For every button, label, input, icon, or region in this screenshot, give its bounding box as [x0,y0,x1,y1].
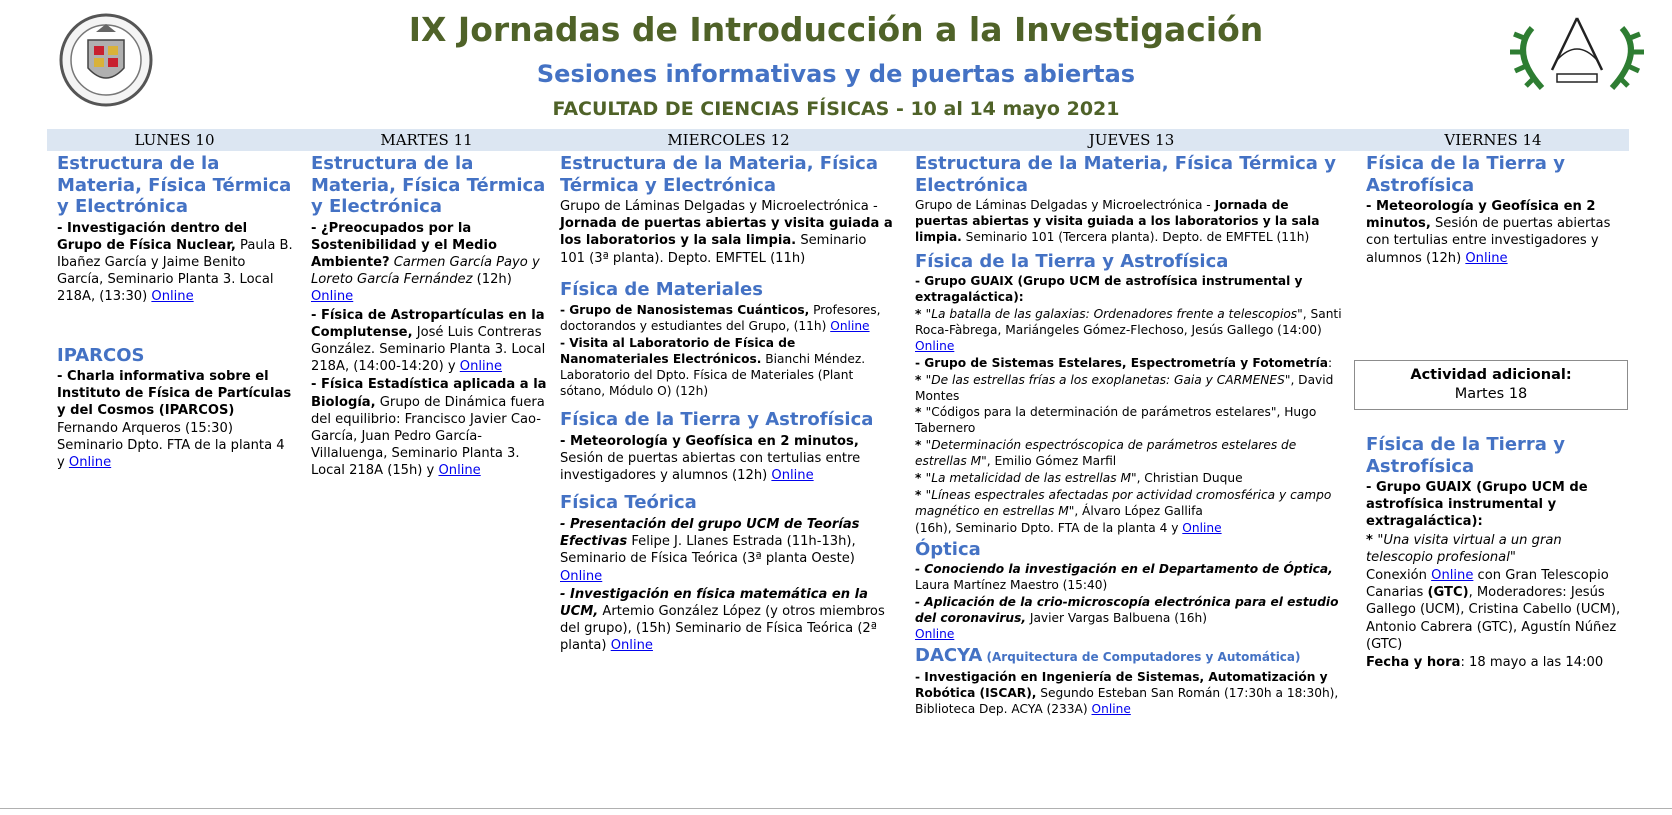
faculty-dates: FACULTAD DE CIENCIAS FÍSICAS - 10 al 14 mayo 2021 [552,98,1120,120]
online-link[interactable]: Online [1091,702,1131,717]
section-title: Física Teórica [560,492,697,514]
event-item: - Meteorología y Geofísica en 2 minutos, Sesión de puertas abiertas con tertulias entre investigadores y alumnos (12h) Online [1366,199,1611,266]
section-title: Física de la Tierra y Astrofísica [560,409,874,431]
online-link[interactable]: Online [151,289,194,305]
online-link[interactable]: Online [311,289,354,305]
event-item: - Visita al Laboratorio de Física de Nanomateriales Electrónicos. Bianchi Méndez. Laboratorio del Dpto. Física de Materiales (Plant sótano, Módulo O) (12h) [560,336,866,399]
day-header-friday: VIERNES 14 [1444,131,1542,149]
section-title: Física de la Tierra y Astrofísica [915,250,1229,272]
section-title: DACYA (Arquitectura de Computadores y Automática) [915,644,1301,666]
event-item: - Investigación en física matemática en la UCM, Artemio González López (y otros miembros del grupo), (15h) Seminario de Física Teórica (2ª planta) Online [560,586,885,654]
online-link[interactable]: Online [560,568,603,584]
event-item: (16h), Seminario Dpto. FTA de la planta 4 y Online [915,520,1222,535]
event-item: - Meteorología y Geofísica en 2 minutos, Sesión de puertas abiertas con tertulias entre investigadores y alumnos (12h) Online [560,433,861,484]
online-link[interactable]: Online [1431,568,1474,584]
online-link[interactable]: Online [68,455,112,471]
section-title: Estructura de la Materia, Física Térmica y Electrónica [57,153,292,217]
section-title: Física de Materiales [560,278,763,300]
day-header-monday: LUNES 10 [134,131,215,149]
event-item: - Aplicación de la crio-microscopía electrónica para el estudio del coronavirus, Javier Vargas Balbuena (16h) Online [915,595,1339,641]
online-link[interactable]: Online [771,468,814,484]
group-item: - Grupo de Sistemas Estelares, Espectrometría y Fotometría: [915,355,1333,370]
event-date: Fecha y hora: 18 mayo a las 14:00 [1366,655,1604,671]
column-thursday [915,151,1343,719]
group-item: - Grupo GUAIX (Grupo UCM de astrofísica instrumental y extragaláctica): [915,274,1303,305]
footer-divider [0,808,1672,809]
day-header-tuesday: MARTES 11 [380,131,473,149]
online-link[interactable]: Online [610,638,653,654]
column-friday [1366,151,1622,268]
talk-item: * "De las estrellas frías a los exoplanetas: Gaia y CARMENES", David Montes [915,372,1334,403]
section-title: Estructura de la Materia, Física Térmica y Electrónica [311,153,546,217]
talk-item: * "Líneas espectrales afectadas por actividad cromosférica y campo magnético en estrellas M", Álvaro López Gallifa [915,488,1332,518]
talk-item: * "Una visita virtual a un gran telescopio profesional" [1366,532,1562,565]
additional-activity-box [1354,360,1628,410]
column-wednesday [560,151,894,656]
additional-activity-title: Actividad adicional: [1410,367,1572,383]
event-item: Grupo de Láminas Delgadas y Microelectrónica - Jornada de puertas abiertas y visita guiada a los laboratorios y la sala limpia. Seminario 101 (Tercera planta). Depto. de EMFTEL (11h) [915,198,1320,244]
event-item: - Física de Astropartículas en la Complutense, José Luis Contreras González. Seminario Planta 3. Local 218A, (14:00-14:20) y Online [311,307,546,375]
talk-item: * "La batalla de las galaxias: Ordenadores frente a telescopios", Santi Roca-Fàbrega, Mariángeles Gómez-Flechoso, Jesús Gallego (14:00) Online [915,307,1342,353]
talk-item: * "Códigos para la determinación de parámetros estelares", Hugo Tabernero [915,405,1317,436]
online-link[interactable]: Online [1182,520,1222,535]
group-item: - Grupo GUAIX (Grupo UCM de astrofísica instrumental y extragaláctica): [1366,480,1588,530]
column-friday-additional [1366,432,1622,672]
page-title: IX Jornadas de Introducción a la Investigación [408,10,1264,49]
talk-item: * "Determinación espectróscopica de parámetros estelares de estrellas M", Emilio Gómez Marfil [915,438,1297,469]
event-item: - Conociendo la investigación en el Departamento de Óptica, Laura Martínez Maestro (15:40) [915,562,1333,593]
online-link[interactable]: Online [915,626,955,641]
event-item: - Grupo de Nanosistemas Cuánticos, Profesores, doctorandos y estudiantes del Grupo, (11h) Online [560,303,881,334]
event-item: - Investigación en Ingeniería de Sistemas, Automatización y Robótica (ISCAR), Segundo Esteban San Román (17:30h a 18:30h), Biblioteca Dep. ACYA (233A) Online [915,670,1339,717]
event-item: - Presentación del grupo UCM de Teorías Efectivas Felipe J. Llanes Estrada (11h-13h), Seminario de Física Teórica (3ª planta Oeste) Online [560,516,860,584]
section-title: Estructura de la Materia, Física Térmica y Electrónica [915,153,1336,196]
additional-activity-date: Martes 18 [1454,386,1528,402]
section-title: Física de la Tierra y Astrofísica [1366,434,1565,477]
online-link[interactable]: Online [438,463,481,479]
day-header-wednesday: MIERCOLES 12 [667,131,790,149]
talk-item: * "La metalicidad de las estrellas M", Christian Duque [915,471,1243,486]
online-link[interactable]: Online [830,319,870,334]
event-item: Grupo de Láminas Delgadas y Microelectrónica - Jornada de puertas abiertas y visita guiada a los laboratorios y la sala limpia. Seminario 101 (3ª planta). Depto. EMFTEL (11h) [560,199,893,266]
section-title: IPARCOS [57,344,145,366]
column-monday [57,151,295,472]
section-title: Física de la Tierra y Astrofísica [1366,153,1565,196]
day-header-thursday: JUEVES 13 [1088,131,1175,149]
event-item: - Investigación dentro del Grupo de Física Nuclear, Paula B. Ibañez García y Jaime Benito García, Seminario Planta 3. Local 218A, (13:30) Online [57,220,293,305]
event-item: - Física Estadística aplicada a la Biología, Grupo de Dinámica fuera del equilibrio: Francisco Javier Cao-García, Juan Pedro García-Villaluenga, Seminario Planta 3. Local 218A (15h) y Online [311,377,547,479]
event-item: - Charla informativa sobre el Instituto de Física de Partículas y del Cosmos (IPARCOS) Fernando Arqueros (15:30) Seminario Dpto. FTA de la planta 4 y Online [57,369,292,471]
online-link[interactable]: Online [1465,250,1508,266]
event-item: Conexión Online con Gran Telescopio Canarias (GTC), Moderadores: Jesús Gallego (UCM), Cristina Cabello (UCM), Antonio Cabrera (GTC), Agustín Núñez (GTC) [1366,568,1621,652]
online-link[interactable]: Online [915,338,955,353]
section-title: Óptica [915,538,981,560]
page-subtitle: Sesiones informativas y de puertas abiertas [536,60,1136,88]
column-tuesday [311,151,547,481]
online-link[interactable]: Online [459,359,503,375]
event-item: - ¿Preocupados por la Sostenibilidad y el Medio Ambiente? Carmen García Payo y Loreto García Fernández (12h) Online [311,220,540,305]
section-title: Estructura de la Materia, Física Térmica y Electrónica [560,153,878,196]
